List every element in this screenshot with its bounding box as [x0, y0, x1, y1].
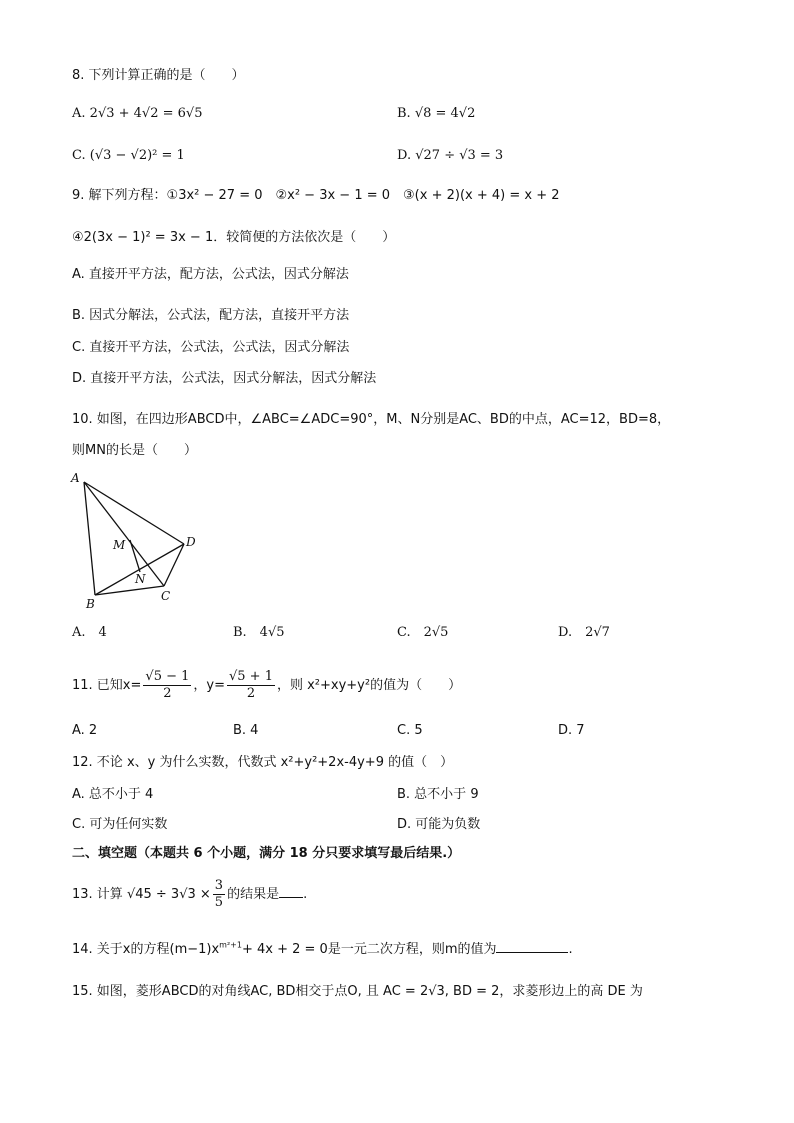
q13-stem: [72, 876, 307, 916]
q14-text2: + 4x + 2 = 0是一元二次方程，则m的值为: [241, 942, 497, 957]
q11-option-b[interactable]: B. 4: [233, 723, 259, 738]
q10-stem-continued: 则MN的长是（ ）: [72, 443, 197, 458]
q13-denominator: 5: [214, 895, 224, 910]
q10-option-c[interactable]: C. 2√5: [397, 625, 449, 640]
option-expr: (√3 − √2)² = 1: [89, 148, 185, 163]
label-a: A: [71, 471, 80, 485]
label-m: M: [113, 538, 126, 552]
q9-option-d[interactable]: D. 直接开平方法，公式法，因式分解法，因式分解法: [72, 371, 377, 386]
q13-suffix: 的结果是: [227, 887, 280, 902]
section-heading-fill-in: 二、填空题（本题共 6 个小题，满分 18 分只要求填写最后结果.）: [72, 846, 461, 861]
q11-mid: ，y=: [193, 678, 225, 693]
q12-option-a[interactable]: A. 总不小于 4: [72, 787, 154, 802]
q11-prefix: 11. 已知x=: [72, 678, 142, 693]
q12-stem: 12. 不论 x、y 为什么实数，代数式 x²+y²+2x-4y+9 的值（ ）: [72, 755, 454, 770]
segment-mn: [130, 540, 140, 572]
q10-option-b[interactable]: B. 4√5: [233, 625, 285, 640]
y-fraction: [227, 669, 275, 702]
q12-option-d[interactable]: D. 可能为负数: [397, 817, 481, 832]
edge-ab: [84, 482, 95, 595]
x-denominator: 2: [163, 686, 172, 701]
q14-text: 14. 关于x的方程(m−1)x: [72, 942, 220, 957]
q9-stem-continued: ④2(3x − 1)² = 3x − 1．较简便的方法依次是（ ）: [72, 230, 396, 245]
q8-option-b[interactable]: [397, 104, 475, 124]
q15-stem: 15. 如图，菱形ABCD的对角线AC, BD相交于点O, 且 AC = 2√3, BD = 2，求菱形边上的高 DE 为: [72, 984, 643, 999]
option-label: C.: [72, 148, 86, 163]
label-d: D: [186, 535, 196, 549]
q14-end: .: [568, 942, 573, 957]
q13-numerator: 3: [214, 878, 224, 893]
q10-option-d[interactable]: D. 2√7: [558, 625, 610, 640]
q8-option-a[interactable]: [72, 104, 202, 124]
q13-prefix: 13. 计算 √45 ÷ 3√3 ×: [72, 887, 211, 902]
label-b: B: [86, 597, 95, 611]
q13-fraction: [213, 878, 225, 911]
option-expr: √8 = 4√2: [414, 106, 476, 121]
option-expr: 2√3 + 4√2 = 6√5: [89, 106, 203, 121]
q8-option-c[interactable]: [72, 146, 185, 166]
option-expr: √27 ÷ √3 = 3: [415, 148, 504, 163]
q14-answer-blank[interactable]: [496, 940, 568, 953]
q11-option-a[interactable]: A. 2: [72, 723, 98, 738]
q12-option-c[interactable]: C. 可为任何实数: [72, 817, 168, 832]
q10-option-a[interactable]: A. 4: [72, 625, 107, 640]
q9-option-c[interactable]: C. 直接开平方法，公式法，公式法，因式分解法: [72, 340, 350, 355]
edge-da: [84, 482, 184, 544]
q11-option-c[interactable]: C. 5: [397, 723, 423, 738]
option-label: D.: [397, 148, 412, 163]
option-label: A.: [72, 106, 86, 121]
quadrilateral-figure: [68, 468, 208, 613]
label-n: N: [135, 572, 146, 586]
q11-stem: [72, 667, 461, 707]
y-denominator: 2: [246, 686, 256, 701]
q13-end: .: [303, 887, 308, 902]
q12-option-b[interactable]: B. 总不小于 9: [397, 787, 479, 802]
q11-option-d[interactable]: D. 7: [558, 723, 585, 738]
q14-stem: [72, 940, 573, 960]
q10-stem: 10. 如图，在四边形ABCD中，∠ABC=∠ADC=90°，M、N分别是AC、BD的中点，AC=12，BD=8，: [72, 412, 671, 427]
q13-answer-blank[interactable]: [279, 885, 303, 898]
x-numerator: √5 − 1: [145, 669, 190, 684]
q14-exponent: m²+1: [219, 940, 242, 950]
y-numerator: √5 + 1: [228, 669, 273, 684]
q9-option-a[interactable]: A. 直接开平方法，配方法，公式法，因式分解法: [72, 267, 349, 282]
diagonal-ac: [84, 482, 164, 586]
q8-option-d[interactable]: [397, 146, 503, 166]
label-c: C: [161, 589, 171, 603]
q11-suffix: ，则 x²+xy+y²的值为（ ）: [276, 678, 462, 693]
q9-option-b[interactable]: B. 因式分解法，公式法，配方法，直接开平方法: [72, 308, 350, 323]
x-fraction: [143, 669, 191, 702]
edge-bc: [95, 586, 164, 595]
q9-stem: 9. 解下列方程：①3x² − 27 = 0 ②x² − 3x − 1 = 0 ③(x + 2)(x + 4) = x + 2: [72, 188, 560, 203]
option-label: B.: [397, 106, 411, 121]
q8-stem: 8. 下列计算正确的是（ ）: [72, 68, 245, 83]
